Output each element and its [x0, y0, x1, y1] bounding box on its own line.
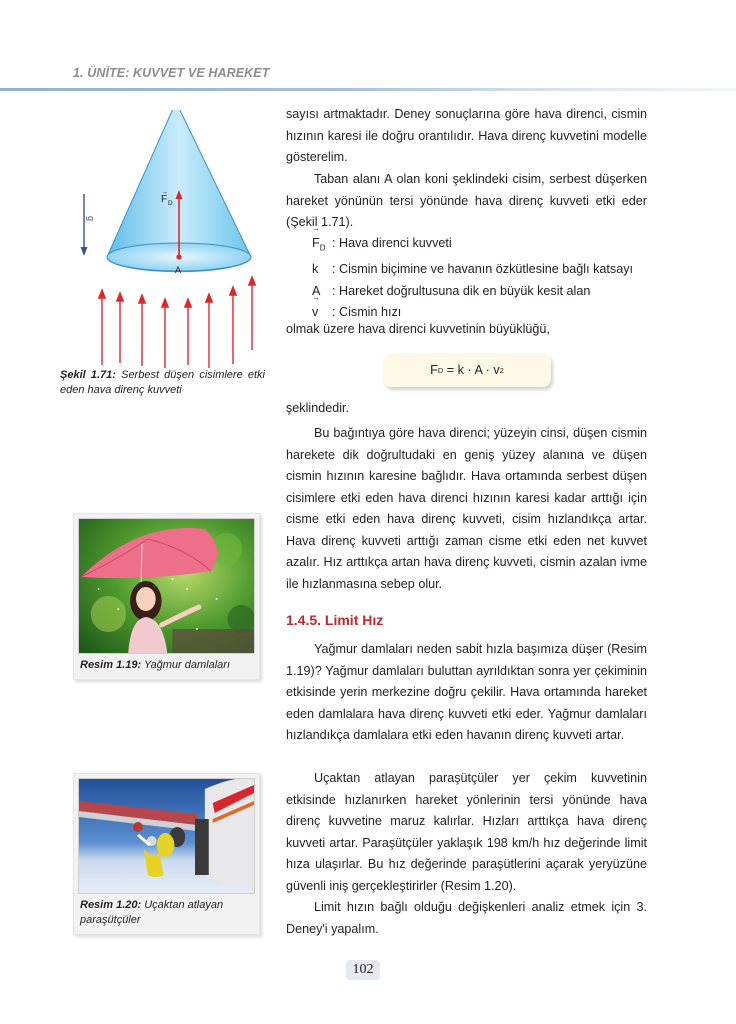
skydivers-photo — [78, 778, 255, 894]
paragraph-magnitude: olmak üzere hava direnci kuvvetinin büyüklüğü, — [286, 322, 550, 336]
figure-cone-diagram — [60, 110, 280, 370]
paragraph-form: şeklindedir. — [286, 401, 350, 415]
photo-caption-text: Uçaktan atlayan paraşütçüler — [80, 899, 224, 926]
definition-item — [312, 233, 652, 259]
figure-caption-text: Serbest düşen cisimlere etki eden hava direnç kuvveti — [60, 369, 265, 396]
definition-symbol: k — [312, 262, 319, 277]
photo-caption-text: Yağmur damlaları — [141, 659, 231, 671]
definitions-list — [312, 233, 652, 324]
photo-frame-skydivers — [73, 773, 260, 935]
unit-title: 1. ÜNİTE: KUVVET VE HAREKET — [73, 66, 270, 80]
formula-lhs: F — [430, 363, 438, 377]
svg-text:F: F — [161, 194, 168, 205]
skydivers-image — [79, 779, 254, 894]
cone-diagram — [60, 110, 280, 370]
definition-symbol: → v — [312, 302, 332, 324]
page-number: 102 — [346, 960, 380, 980]
header-divider — [0, 88, 736, 91]
paragraph-relation: Bu bağıntıya göre hava direnci; yüzeyin cinsi, düşen cismin harekete dik doğrultudaki en geniş yüzey alanına ve düşen cismin hızının karesine bağlıdır. Hava ortamında serbest düşen cisimlere etki eden hava direnci hızının karesi kadar arttığı için cisme etki eden hava direnç kuvveti, cisim hızlandıkça artar. Hava direnç kuvveti arttığı zaman cisme etki eden net kuvvet azalır. Hız arttıkça artan hava direnç kuvveti, cismin azalan ivme ile hızlanmasına sebep olur. — [286, 426, 647, 591]
photo-caption — [78, 898, 255, 928]
rain-umbrella-photo — [78, 518, 255, 654]
svg-text:A: A — [175, 265, 182, 275]
definition-text: : Cismin biçimine ve havanın özkütlesine bağlı katsayı — [332, 262, 633, 277]
photo-frame-rain — [73, 513, 260, 680]
definition-text: : Hava direnci kuvveti — [332, 236, 452, 250]
definition-symbol: → $F_D$ — [312, 233, 332, 259]
svg-text:D: D — [168, 200, 173, 207]
svg-text:g: g — [86, 216, 96, 222]
paragraph-parachute: Uçaktan atlayan paraşütçüler yer çekim kuvvetinin etkisinde hızlanırken hareket yönlerinin tersi yönünde hava direnç kuvvetine maruz kalırlar. Hızları arttıkça hava direnç kuvveti artar. Paraşütçüler yaklaşık 198 km/h hız değerinde limit hıza ulaşırlar. Bu hız değerinde paraşütlerini açarak yeryüzüne güvenli iniş gerçekleştirirler (Resim 1.20). — [286, 771, 647, 893]
definition-text: : Hareket doğrultusuna dik en büyük kesit alan — [332, 283, 591, 298]
paragraph-cone: Taban alanı A olan koni şeklindeki cisim, serbest düşerken hareket yönünün tersi yönünde hava direnç kuvveti etki eder (Şekil 1.71). — [286, 172, 647, 229]
formula-lhs-subscript: D — [437, 365, 444, 375]
formula-exponent: 2 — [499, 365, 504, 375]
definition-item — [312, 259, 652, 281]
umbrella-image — [79, 519, 254, 654]
formula-rhs: = k · A · v — [446, 363, 500, 377]
definition-symbol: A — [312, 283, 321, 298]
paragraph-intro: sayısı artmaktadır. Deney sonuçlarına göre hava direnci, cismin hızının karesi ile doğru orantılıdır. Hava direnç kuvvetini modelle gösterelim. — [286, 107, 647, 164]
formula-box — [383, 353, 551, 387]
paragraph-experiment: Limit hızın bağlı olduğu değişkenleri analiz etmek için 3. Deney'i yapalım. — [286, 900, 647, 936]
photo-caption-label: Resim 1.20: — [80, 899, 142, 911]
section-heading: 1.4.5. Limit Hız — [286, 612, 384, 628]
photo-caption-label: Resim 1.19: — [80, 659, 142, 671]
svg-text:→: → — [161, 189, 168, 196]
definition-text: : Cismin hızı — [332, 305, 402, 320]
figure-caption — [60, 368, 265, 398]
figure-caption-label: Şekil 1.71: — [60, 369, 116, 381]
photo-caption — [78, 658, 255, 673]
paragraph-raindrops: Yağmur damlaları neden sabit hızla başımıza düşer (Resim 1.19)? Yağmur damlaları buluttan ayrıldıktan sonra yer çekiminin etkisinde yerin merkezine doğru çekilir. Hava ortamında hareket eden damlalara hava direnç kuvveti etki eder. Yağmur damlaları hızlandıkça damlalara etki eden havanın direnç kuvveti artar. — [286, 642, 647, 742]
definition-item — [312, 281, 652, 303]
